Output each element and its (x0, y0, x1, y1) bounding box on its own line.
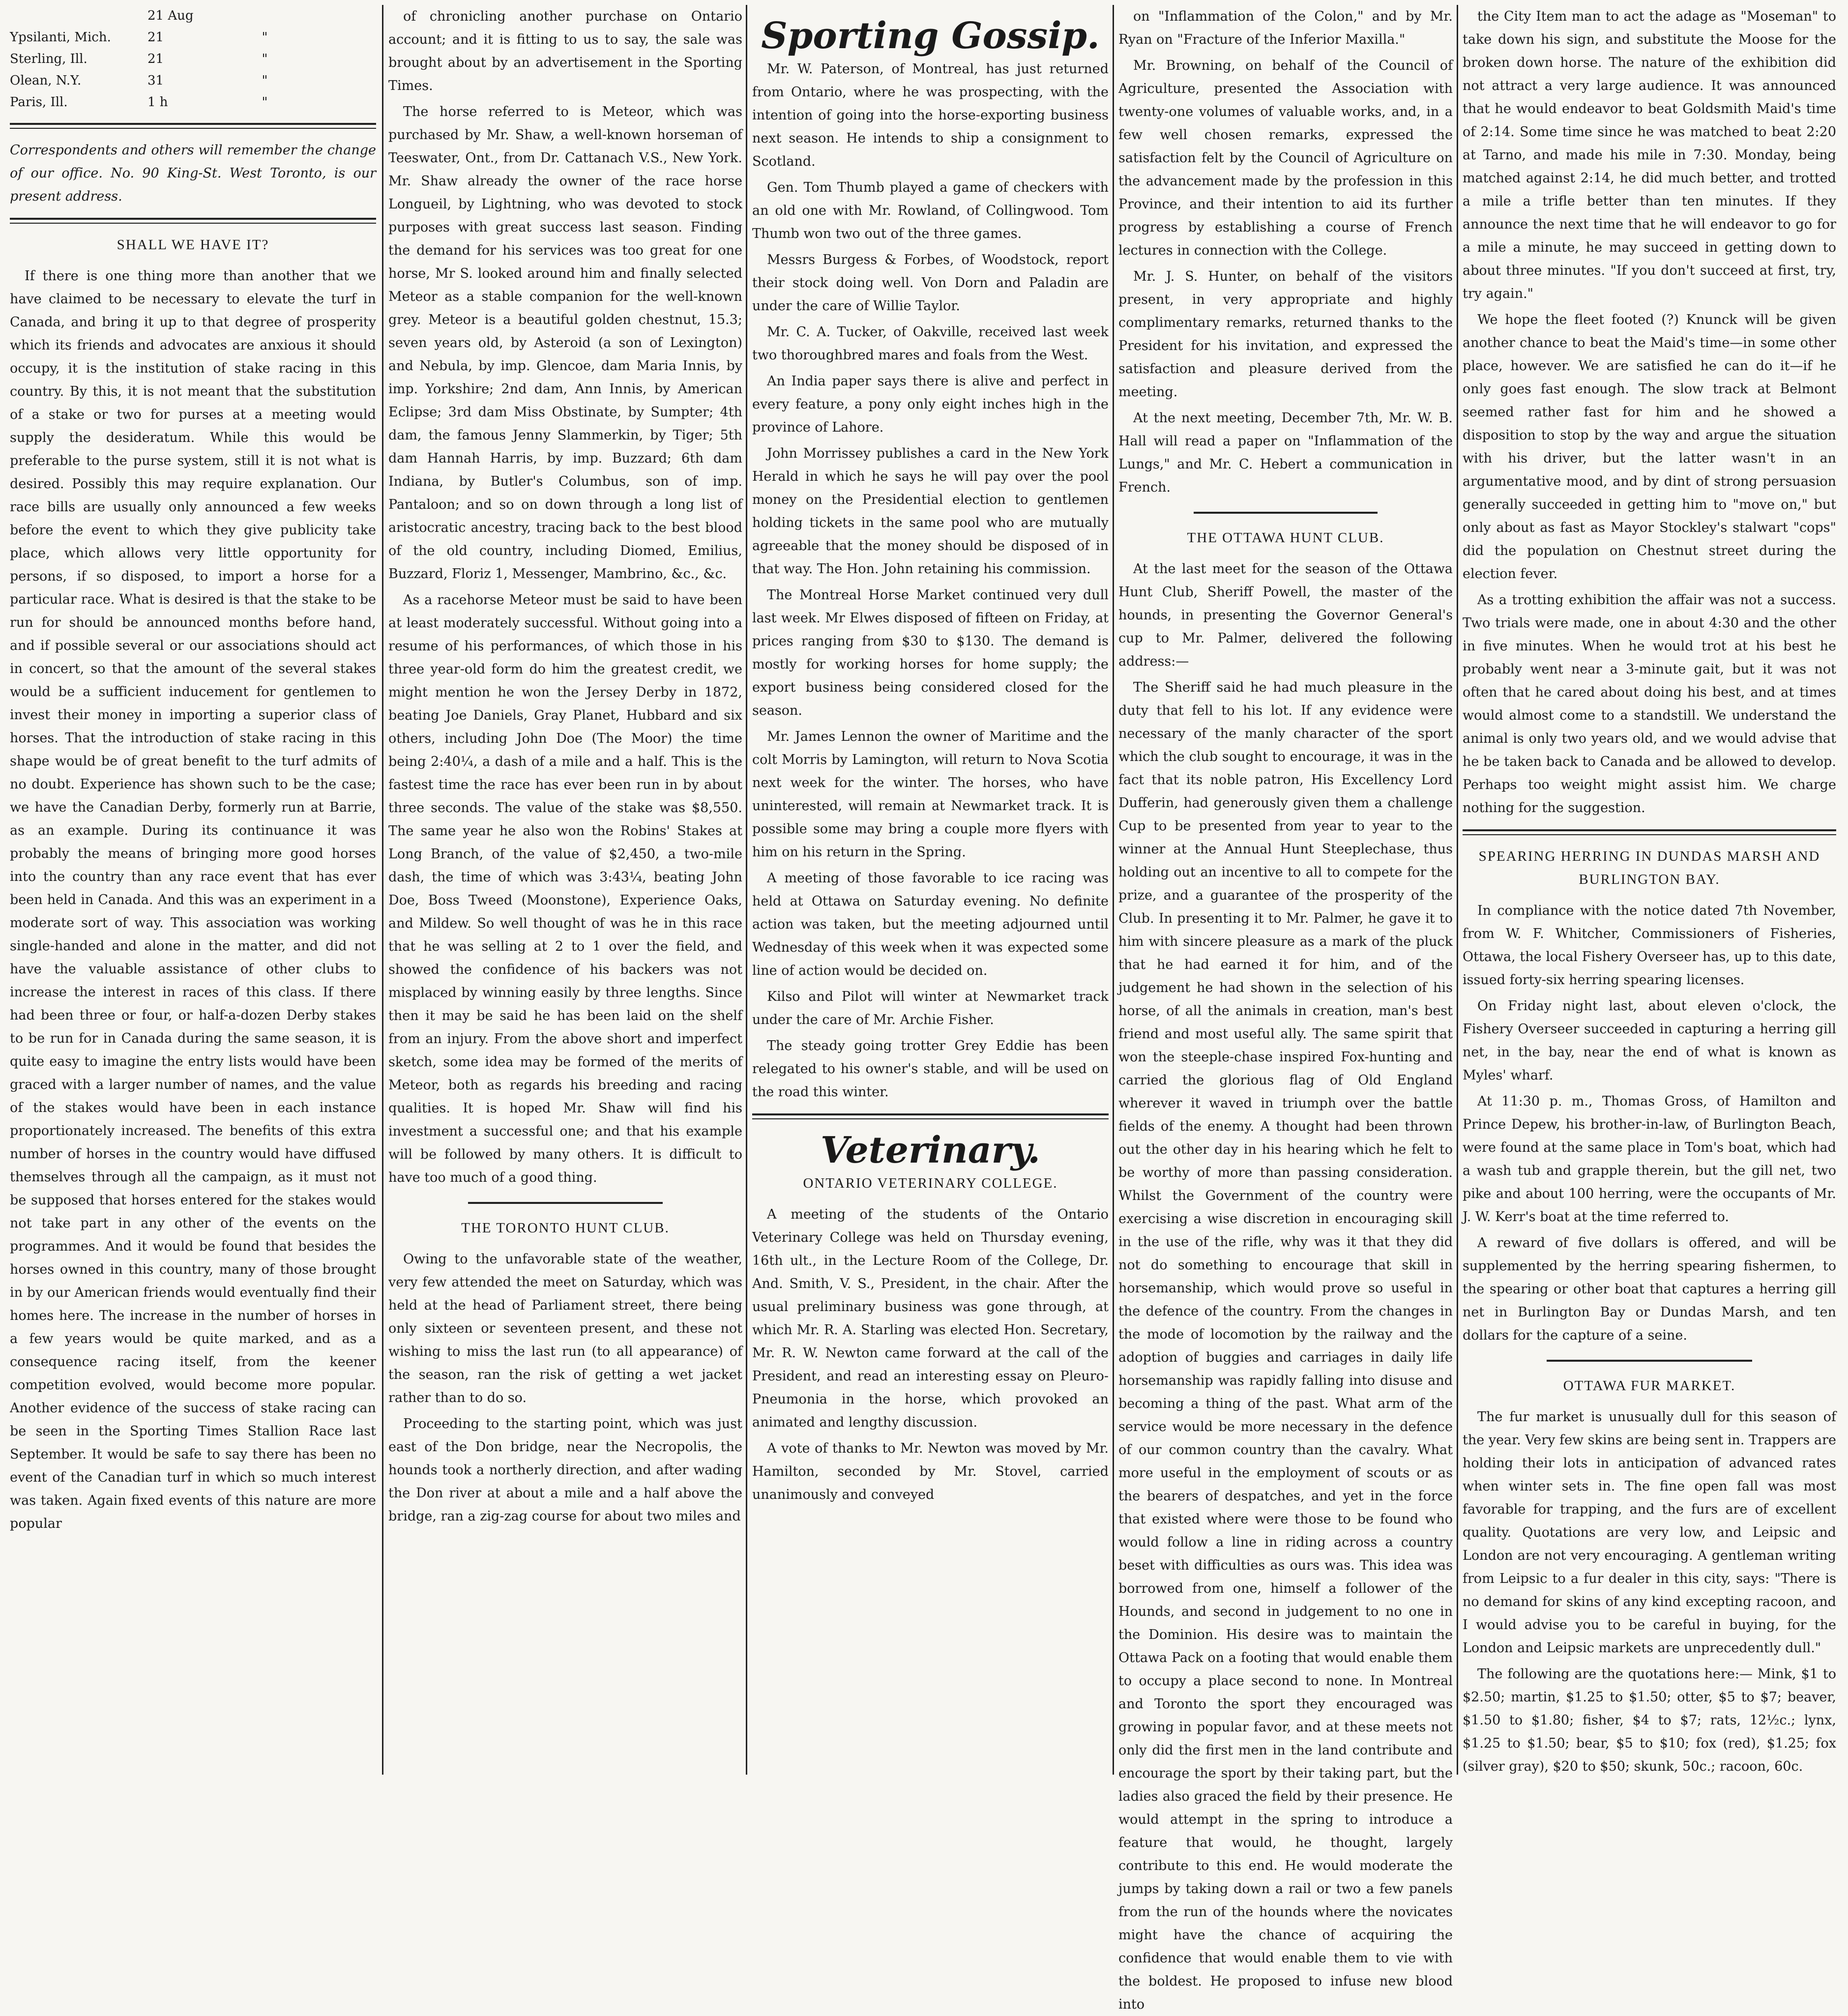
column-1 (10, 5, 376, 1784)
table-row: Sterling, Ill. 21 " (10, 52, 268, 66)
article-paragraph: The Sheriff said he had much pleasure in the duty that fell to his lot. If any evidence were necessary of the manly character of the sport which the club sought to encourage, it was in the fact that its noble patron, His Excellency Lord Dufferin, had generously given them a challenge Cup to be presented from year to year to the winner at the Annual Hunt Steeplechase, thus holding out an incentive to all to compete for the prize, and a guarantee of the prosperity of the Club. In presenting it to Mr. Palmer, he gave it to him with sincere pleasure as a mark of the pluck that he had earned it for him, and of the judgement he had shown in the selection of his horse, of all the animals in creation, man's best friend and most useful ally. The same spirit that won the steeple-chase inspired Fox-hunting and carried the glorious flag of Old England wherever it waved in triumph over the battle fields of the enemy. A thought had been thrown out the other day in his hearing which he felt to be worthy of more than passing consideration. Whilst the Government of the country were exercising a wise discretion in encouraging skill in the use of the rifle, why was it that they did not do something to encourage that skill in horsemanship, which would prove so useful in the defence of the country. From the changes in the mode of locomotion by the railway and the adoption of buggies and carriages in daily life horsemanship was rapidly falling into disuse and becoming a thing of the past. What arm of the service would be more necessary in the defence of our common country than the cavalry. What more useful in the employment of scouts or as the bearers of despatches, and yet in the force that existed where were those to be found who would follow a line in riding across a country beset with difficulties as ours was. This idea was borrowed from one, himself a follower of the Hounds, and second in judgement to no one in the Dominion. His desire was to maintain the Ottawa Pack on a footing that would enable them to occupy a place second to none. In Montreal and Toronto the sport they encouraged was growing in popular favor, and at these meets not only did the first men in the land contribute and encourage the sport by their taking part, but the ladies also graced the field by their presence. He would attempt in the spring to introduce a feature that would, he thought, largely contribute to this end. He would moderate the jumps by taking down a rail or two a few panels from the run of the hounds where the novicates might have the chance of acquiring the confidence that would enable them to vie with the boldest. He proposed to infuse new blood into (1118, 680, 1453, 2012)
article-paragraph: Mr. J. S. Hunter, on behalf of the visitors present, in very appropriate and highly complimentary remarks, returned thanks to the President for his invitation, and expressed the satisfaction and pleasure derived from the meeting. (1118, 269, 1453, 400)
column-rule (382, 5, 383, 1775)
article-paragraph: If there is one thing more than another that we have claimed to be necessary to elevate the turf in Canada, and bring it up to that degree of prosperity which its friends and advocates are anxious it should occupy, it is the institution of stake racing in this country. By this, it is not meant that the substitution of a stake or two for purses at a meeting would supply the desideratum. While this would be preferable to the purse system, still it is not what is desired. Possibly this may require explanation. Our race bills are usually only announced a few weeks before the event to which they give publicity take place, which allows very little opportunity for persons, if so disposed, to import a horse for a particular race. What is desired is that the stake to be run for should be announced months before hand, and if possible several or our associations should act in concert, so that the amount of the several stakes would be a sufficient inducement for gentlemen to invest their money in importing a superior class of horses. That the introduction of stake racing in this shape would be of great benefit to the turf admits of no doubt. Experience has shown such to be the case; we have the Canadian Derby, formerly run at Barrie, as an example. During its continuance it was probably the means of bringing more good horses into the country than any race event that has ever been held in Canada. And this was an experiment in a moderate sort of way. This association was working single-handed and alone in the matter, and did not have the valuable assistance of other clubs to increase the interest in races of this class. If there had been three or four, or half-a-dozen Derby stakes to be run for in Canada during the same season, it is quite easy to imagine the entry lists would have been graced with a larger number of names, and the value of the stakes would have been in each instance proportionately increased. The benefits of this extra number of horses in the country would have diffused themselves through all the campaign, as it must not be supposed that horses entered for the stakes would not take part in any other of the events on the programmes. And it would be found that besides the horses owned in this country, many of those brought in by our American friends would eventually find their homes here. The increase in the number of horses in a few years would be quite marked, and as a consequence racing itself, from the keener competition evolved, would become more popular. Another evidence of the success of stake racing can be seen in the Sporting Times Stallion Race last September. It would be safe to say there has been no event of the Canadian turf in which so much interest was taken. Again fixed events of this nature are more popular (10, 268, 376, 1531)
section-title: Veterinary. (820, 1129, 1041, 1171)
article-paragraph: Proceeding to the starting point, which was just east of the Don bridge, near the Necropolis, the hounds took a northerly direction, and after wading the Don river at about a mile and a half above the bridge, ran a zig-zag course for about two miles and (388, 1416, 742, 1524)
article-paragraph: At the next meeting, December 7th, Mr. W. B. Hall will read a paper on "Inflammation of the Lungs," and Mr. C. Hebert a communication in French. (1118, 410, 1453, 495)
divider (1547, 1360, 1752, 1362)
article-paragraph: Mr. Browning, on behalf of the Council of Agriculture, presented the Association with twenty-one volumes of valuable works, and, in a few well chosen remarks, expressed the satisfaction felt by the Council of Agriculture on the advancement made by the profession in this Province, and their intention to aid its further progress by establishing a course of French lectures in connection with the College. (1118, 58, 1453, 258)
column-5 (1463, 5, 1836, 1784)
article-paragraph: Mr. James Lennon the owner of Maritime and the colt Morris by Lamington, will return to Nova Scotia next week for the winter. The horses, who have uninterested, will remain at Newmarket track. It is possible some may bring a couple more flyers with him on his return in the Spring. (752, 729, 1109, 860)
article-heading: SHALL WE HAVE IT? (117, 237, 269, 253)
divider (1463, 829, 1836, 835)
column-3 (752, 5, 1109, 1784)
article-paragraph: The fur market is unusually dull for this season of the year. Very few skins are being sent in. Trappers are holding their lots in anticipation of advanced rates when winter sets in. The fine open fall was most favorable for trapping, and the furs are of excellent quality. Quotations are very low, and Leipsic and London are not very encouraging. A gentleman writing from Leipsic to a fur dealer in this city, says: "There is no demand for skins of any kind excepting racoon, and I would advise you to be careful in buying, for the London and Leipsic markets are unprecedently dull." (1463, 1409, 1836, 1656)
article-paragraph: the City Item man to act the adage as "Moseman" to take down his sign, and substitute the Moose for the broken down horse. The nature of the exhibition did not attract a very large audience. It was announced that he would endeavor to beat Goldsmith Maid's time of 2:14. Some time since he was matched to beat 2:20 at Tarno, and made his mile in 7:30. Monday, being matched against 2:14, he did much better, and trotted a mile a trifle better than ten minutes. If they announce the next time that he will endeavor to go for a mile a minute, he may succeed in getting down to about three minutes. "If you don't succeed at first, try, try again." (1463, 9, 1836, 301)
section-title: Sporting Gossip. (761, 15, 1100, 57)
article-paragraph: of chronicling another purchase on Ontario account; and it is fitting to us to say, the sale was brought about by an advertisement in the Sporting Times. (388, 9, 742, 93)
article-heading: SPEARING HERRING IN DUNDAS MARSH AND BURLINGTON BAY. (1478, 848, 1820, 887)
table-row: Ypsilanti, Mich. 21 " (10, 30, 268, 45)
column-rule (746, 5, 747, 1775)
article-paragraph: Gen. Tom Thumb played a game of checkers with an old one with Mr. Rowland, of Collingwood. Tom Thumb won two out of the three games. (752, 180, 1109, 241)
article-paragraph: The Montreal Horse Market continued very dull last week. Mr Elwes disposed of fifteen on Friday, at prices ranging from $30 to $130. The demand is mostly for working horses for home supply; the export business being considered closed for the season. (752, 587, 1109, 718)
article-paragraph: In compliance with the notice dated 7th November, from W. F. Whitcher, Commissioners of Fisheries, Ottawa, the local Fishery Overseer has, up to this date, issued forty-six herring spearing licenses. (1463, 903, 1836, 988)
column-rule (1113, 5, 1114, 1775)
article-paragraph: Messrs Burgess & Forbes, of Woodstock, report their stock doing well. Von Dorn and Paladin are under the care of Willie Taylor. (752, 252, 1109, 314)
divider (468, 1202, 663, 1204)
article-heading: ONTARIO VETERINARY COLLEGE. (803, 1175, 1058, 1191)
article-paragraph: Mr. W. Paterson, of Montreal, has just returned from Ontario, where he was prospecting, with the intention of going into the horse-exporting business next season. He intends to ship a consignment to Scotland. (752, 61, 1109, 169)
article-paragraph: on "Inflammation of the Colon," and by Mr. Ryan on "Fracture of the Inferior Maxilla." (1118, 9, 1453, 47)
article-paragraph: A meeting of those favorable to ice racing was held at Ottawa on Saturday evening. No definite action was taken, but the meeting adjourned until Wednesday of this week when it was expected some line of action would be decided on. (752, 871, 1109, 978)
table-row: Paris, Ill. 1 h " (10, 95, 268, 110)
article-heading: THE TORONTO HUNT CLUB. (461, 1220, 670, 1236)
article-heading: THE OTTAWA HUNT CLUB. (1187, 530, 1384, 546)
article-paragraph: Mr. C. A. Tucker, of Oakville, received last week two thoroughbred mares and foals from the West. (752, 324, 1109, 363)
address-notice: Correspondents and others will remember the change of our office. No. 90 King-St. West Toronto, is our present address. (10, 143, 376, 204)
table-row: 21 Aug (147, 8, 194, 23)
divider (1194, 512, 1378, 514)
article-paragraph: The horse referred to is Meteor, which was purchased by Mr. Shaw, a well-known horseman of Teeswater, Ont., from Dr. Cattanach V.S., New York. Mr. Shaw already the owner of the race horse Longueil, by Lightning, who was devoted to stock purposes with great success last season. Finding the demand for his services was too great for one horse, Mr S. looked around him and finally selected Meteor as a stable companion for the well-known grey. Meteor is a beautiful golden chestnut, 15.3; seven years old, by Asteroid (a son of Lexington) and Nebula, by imp. Glencoe, dam Maria Innis, by imp. Yorkshire; 2nd dam, Ann Innis, by American Eclipse; 3rd dam Miss Obstinate, by Sumpter; 4th dam, the famous Jenny Slammerkin, by Tiger; 5th dam Hannah Harris, by imp. Buzzard; 6th dam Indiana, by Butler's Columbus, son of imp. Pantaloon; and so on down through a long list of aristocratic ancestry, tracing back to the best blood of the old country, including Diomed, Emilius, Buzzard, Floriz 1, Messenger, Mambrino, &c., &c. (388, 104, 742, 582)
divider (10, 218, 376, 224)
article-paragraph: A meeting of the students of the Ontario Veterinary College was held on Thursday evening, 16th ult., in the Lecture Room of the College, Dr. And. Smith, V. S., President, in the chair. After the usual preliminary business was gone through, at which Mr. R. A. Starling was elected Hon. Secretary, Mr. R. W. Newton came forward at the call of the President, and read an interesting essay on Pleuro-Pneumonia in the horse, which provoked an animated and lengthy discussion. (752, 1207, 1109, 1430)
article-paragraph: We hope the fleet footed (?) Knunck will be given another chance to beat the Maid's time—in some other place, however. We are satisfied he can do it—if he only goes fast enough. The slow track at Belmont seemed rather fast for him and he showed a disposition to stop by the way and argue the situation with his driver, but the latter wasn't in an argumentative mood, and by dint of strong persuasion generally succeeded in getting him to "move on," but only about as fast as Mayor Stockley's stalwart "cops" did the population on Chestnut street during the election fever. (1463, 312, 1836, 582)
divider (752, 1113, 1109, 1119)
fixture-table (10, 5, 376, 113)
article-paragraph: A reward of five dollars is offered, and will be supplemented by the herring spearing fishermen, to the spearing or other boat that captures a herring gill net in Burlington Bay or Dundas Marsh, and ten dollars for the capture of a seine. (1463, 1235, 1836, 1343)
article-heading: OTTAWA FUR MARKET. (1563, 1378, 1736, 1394)
column-rule (1457, 5, 1458, 1775)
article-paragraph: Owing to the unfavorable state of the weather, very few attended the meet on Saturday, which was held at the head of Parliament street, there being only sixteen or seventeen present, and these not wishing to miss the last run (to all appearance) of the season, ran the risk of getting a wet jacket rather than to do so. (388, 1252, 742, 1405)
divider (10, 123, 376, 129)
article-paragraph: Kilso and Pilot will winter at Newmarket track under the care of Mr. Archie Fisher. (752, 989, 1109, 1027)
article-paragraph: A vote of thanks to Mr. Newton was moved by Mr. Hamilton, seconded by Mr. Stovel, carried unanimously and conveyed (752, 1441, 1109, 1502)
article-paragraph: John Morrissey publishes a card in the New York Herald in which he says he will pay over the pool money on the Presidential election to gentlemen holding tickets in the same pool who are mutually agreeable that the money should be disposed of in that way. The Hon. John retaining his commission. (752, 446, 1109, 577)
article-paragraph: At 11:30 p. m., Thomas Gross, of Hamilton and Prince Depew, his brother-in-law, of Burlington Beach, were found at the same place in Tom's boat, which had a wash tub and grapple therein, but the gill net, two pike and about 100 herring, were the occupants of Mr. J. W. Kerr's boat at the time referred to. (1463, 1094, 1836, 1225)
table-row: Olean, N.Y. 31 " (10, 73, 268, 88)
article-paragraph: As a trotting exhibition the affair was not a success. Two trials were made, one in about 4:30 and the other in five minutes. When he would trot at his best he probably went near a 3-minute gait, but it was not often that he cared about doing his best, and at times would almost come to a standstill. We understand the animal is only two years old, and we would advise that he be taken back to Canada and be allowed to develop. Perhaps too weight might assist him. We charge nothing for the suggestion. (1463, 592, 1836, 816)
article-paragraph: The steady going trotter Grey Eddie has been relegated to his owner's stable, and will be used on the road this winter. (752, 1038, 1109, 1100)
article-paragraph: On Friday night last, about eleven o'clock, the Fishery Overseer succeeded in capturing a herring gill net, in the bay, near the end of what is known as Myles' wharf. (1463, 998, 1836, 1083)
column-4 (1118, 5, 1453, 2012)
article-paragraph: At the last meet for the season of the Ottawa Hunt Club, Sheriff Powell, the master of the hounds, in presenting the Governor General's cup to Mr. Palmer, delivered the following address:— (1118, 561, 1453, 669)
article-paragraph: As a racehorse Meteor must be said to have been at least moderately successful. Without going into a resume of his performances, of which those in his three year-old form do him the greatest credit, we might mention he won the Jersey Derby in 1872, beating Joe Daniels, Gray Planet, Hubbard and six others, including John Doe (The Moor) the time being 2:40¼, a dash of a mile and a half. This is the fastest time the race has ever been run in by about three seconds. The value of the stake was $8,550. The same year he also won the Robins' Stakes at Long Branch, of the value of $2,450, a two-mile dash, the time of which was 3:43¼, beating John Doe, Boss Tweed (Moonstone), Experience Oaks, and Mildew. So well thought of was he in this race that he was selling at 2 to 1 over the field, and showed the confidence of his backers was not misplaced by winning easily by three lengths. Since then it may be said he has been laid on the shelf from an injury. From the above short and imperfect sketch, some idea may be formed of the merits of Meteor, both as regards his breeding and racing qualities. It is hoped Mr. Shaw will find his investment a successful one; and that his example will be followed by many others. It is difficult to have too much of a good thing. (388, 592, 742, 1185)
article-paragraph: An India paper says there is alive and perfect in every feature, a pony only eight inches high in the province of Lahore. (752, 374, 1109, 435)
column-2 (388, 5, 742, 1784)
newspaper-page (10, 5, 1839, 2012)
article-paragraph: The following are the quotations here:— Mink, $1 to $2.50; martin, $1.25 to $1.50; otter, $5 to $7; beaver, $1.50 to $1.80; fisher, $4 to $7; rats, 12½c.; lynx, $1.25 to $1.50; bear, $5 to $10; fox (red), $1.25; fox (silver gray), $20 to $50; skunk, 50c.; racoon, 60c. (1463, 1666, 1836, 1774)
